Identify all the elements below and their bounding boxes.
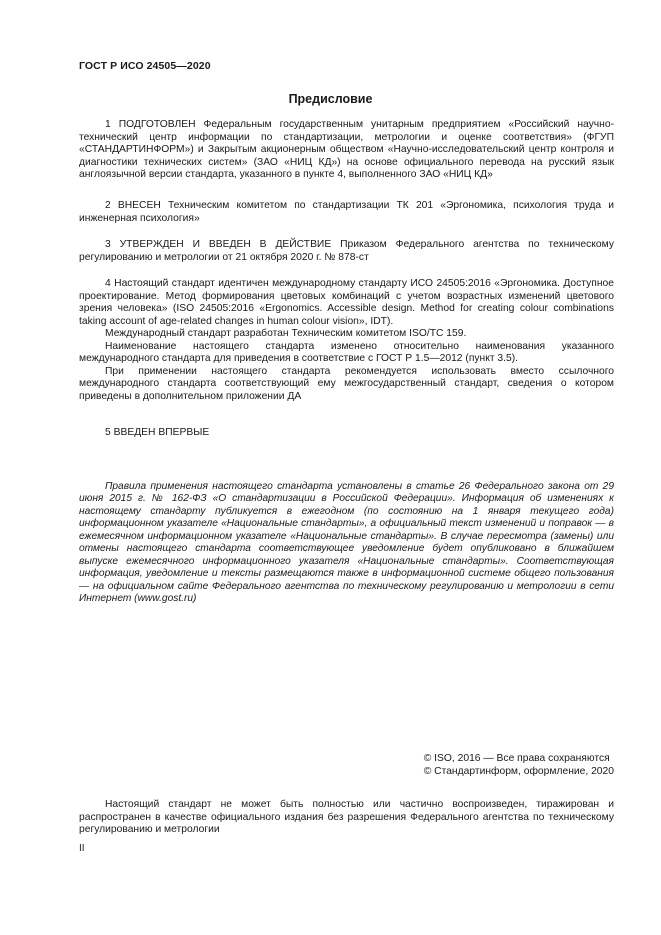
section-4-text: 4 Настоящий стандарт идентичен международному стандарту ИСО 24505:2016 «Эргономика. Доступное проектирование. Метод формирования цветовых комбинаций с учетом возрастных изменений цветового зрения человека» (ISO 24505:2016 «Ergonomics. Accessible design. Method for creating colour combinations taking account of age-related changes in human colour vision», IDT).: [79, 278, 614, 327]
reproduction-notice: [79, 799, 614, 837]
application-rules-notice: [79, 481, 614, 606]
section-2: [79, 200, 614, 225]
section-5-text: 5 ВВЕДЕН ВПЕРВЫЕ: [105, 427, 210, 438]
copyright-standartinform: © Стандартинформ, оформление, 2020: [423, 765, 614, 777]
copyright-block: [424, 753, 614, 778]
section-5: [79, 427, 614, 440]
section-4-paragraph-2: Международный стандарт разработан Техническим комитетом ISO/TC 159.: [105, 328, 467, 339]
standard-designation: ГОСТ Р ИСО 24505—2020: [79, 60, 211, 72]
section-1: [79, 119, 614, 182]
notice-text: Правила применения настоящего стандарта установлены в статье 26 Федерального закона от 29 июня 2015 г. № 162-ФЗ «О стандартизации в Российской Федерации». Информация об изменениях к настоящему стандарту публикуется в ежегодном (по состоянию на 1 января текущего года) информационном указателе «Национальные стандарты», а официальный текст изменений и поправок — в ежемесячном информационном указателе «Национальные стандарты». В случае пересмотра (замены) или отмены настоящего стандарта соответствующее уведомление будет опубликовано в ближайшем выпуске ежемесячного информационного указателя «Национальные стандарты». Соответствующая информация, уведомление и тексты размещаются также в информационной системе общего пользования — на официальном сайте Федерального агентства по техническому регулированию и метрологии в сети Интернет (www.gost.ru): [79, 481, 614, 605]
page-title: Предисловие: [288, 92, 373, 106]
reproduction-text: Настоящий стандарт не может быть полностью или частично воспроизведен, тиражирован и распространен в качестве официального издания без разрешения Федерального агентства по техническому регулированию и метрологии: [79, 799, 614, 835]
section-4-paragraph-4: При применении настоящего стандарта рекомендуется использовать вместо ссылочного международного стандарта соответствующий ему межгосударственный стандарт, сведения о котором приведены в дополнительном приложении ДА: [79, 365, 614, 402]
section-3-text: 3 УТВЕРЖДЕН И ВВЕДЕН В ДЕЙСТВИЕ Приказом Федерального агентства по техническому регулированию и метрологии от 21 октября 2020 г. № 878-ст: [79, 239, 614, 263]
section-2-text: 2 ВНЕСЕН Техническим комитетом по стандартизации ТК 201 «Эргономика, психология труда и инженерная психология»: [79, 200, 614, 224]
page-number: II: [79, 843, 85, 854]
copyright-iso: © ISO, 2016 — Все права сохраняются: [423, 753, 610, 764]
section-1-text: 1 ПОДГОТОВЛЕН Федеральным государственным унитарным предприятием «Российский научно-технический центр информации по стандартизации, метрологии и оценке соответствия» (ФГУП «СТАНДАРТИНФОРМ») и Закрытым акционерным обществом «Научно-исследовательский центр контроля и диагностики технических систем» (ЗАО «НИЦ КД») на основе официального перевода на русский язык англоязычной версии стандарта, указанного в пункте 4, выполненного ЗАО «НИЦ КД»: [79, 119, 614, 180]
section-4: [79, 278, 614, 403]
section-4-paragraph-3: Наименование настоящего стандарта изменено относительно наименования указанного международного стандарта для приведения в соответствие с ГОСТ Р 1.5—2012 (пункт 3.5).: [79, 340, 614, 364]
section-3: [79, 239, 614, 264]
